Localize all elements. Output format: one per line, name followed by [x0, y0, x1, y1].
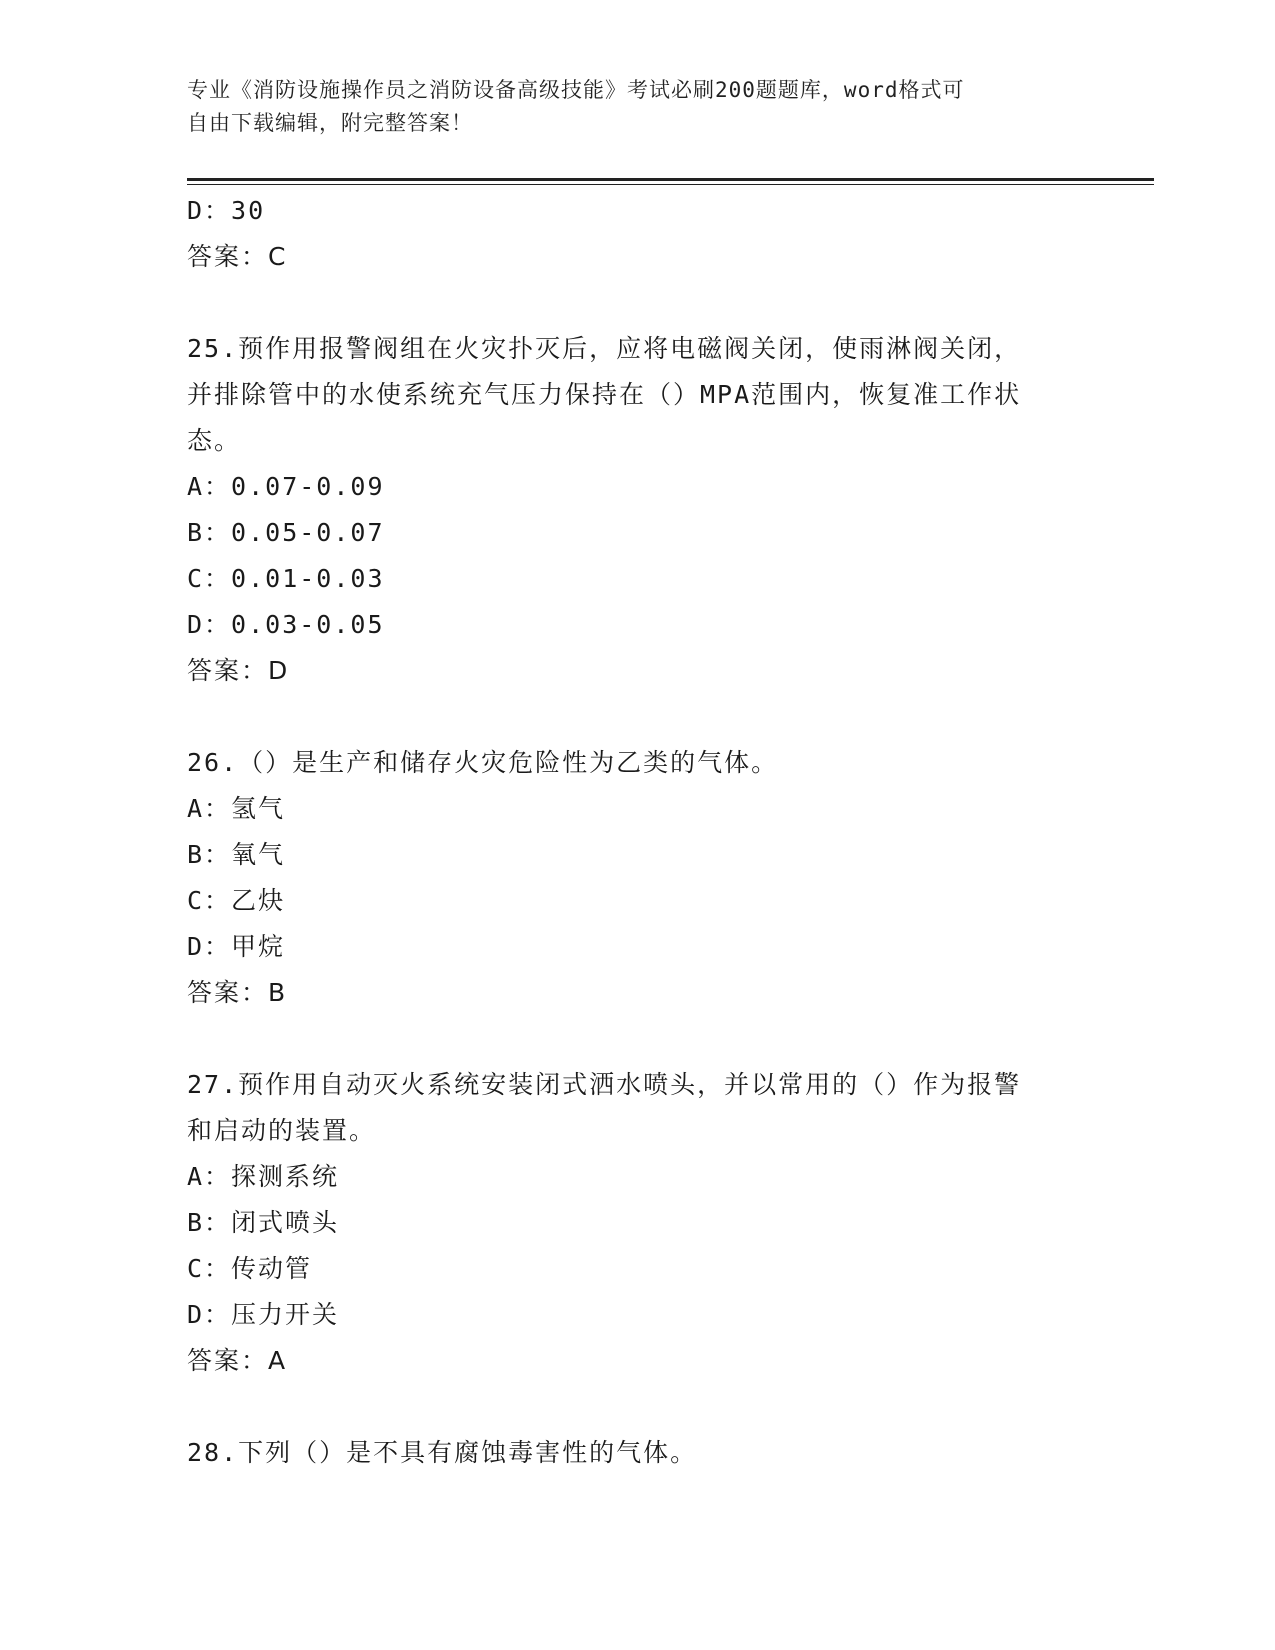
option-d-prev: D：30	[187, 196, 266, 225]
option-b: B：0.05-0.07	[187, 518, 385, 547]
option-a: A：氢气	[187, 794, 286, 823]
header-divider-thick	[187, 178, 1154, 181]
header-line-2: 自由下载编辑，附完整答案！	[187, 111, 473, 135]
question-26	[187, 740, 1087, 1016]
document-body	[187, 188, 1087, 1476]
question-text: 和启动的装置。	[187, 1116, 377, 1145]
question-28	[187, 1430, 1087, 1476]
option-a: A：0.07-0.09	[187, 472, 385, 501]
page-header	[187, 74, 1067, 140]
question-25	[187, 326, 1087, 694]
question-text: 并排除管中的水使系统充气压力保持在（）MPA范围内，恢复准工作状	[187, 380, 1022, 409]
option-d: D：0.03-0.05	[187, 610, 385, 639]
answer-prev: 答案：C	[187, 242, 288, 271]
option-c: C：传动管	[187, 1254, 313, 1283]
option-b: B：闭式喷头	[187, 1208, 340, 1237]
header-divider-thin	[187, 184, 1154, 185]
answer: 答案：D	[187, 656, 290, 685]
answer: 答案：A	[187, 1346, 288, 1375]
option-c: C：0.01-0.03	[187, 564, 385, 593]
answer: 答案：B	[187, 978, 288, 1007]
question-text: 28.下列（）是不具有腐蚀毒害性的气体。	[187, 1438, 698, 1467]
header-line-1: 专业《消防设施操作员之消防设备高级技能》考试必刷200题题库，word格式可	[187, 78, 965, 102]
option-d: D：甲烷	[187, 932, 286, 961]
option-a: A：探测系统	[187, 1162, 340, 1191]
question-text: 态。	[187, 426, 242, 455]
question-text: 27.预作用自动灭火系统安装闭式洒水喷头，并以常用的（）作为报警	[187, 1070, 1022, 1099]
option-d: D：压力开关	[187, 1300, 340, 1329]
option-c: C：乙炔	[187, 886, 286, 915]
question-text: 26.（）是生产和储存火灾危险性为乙类的气体。	[187, 748, 779, 777]
question-text: 25.预作用报警阀组在火灾扑灭后，应将电磁阀关闭，使雨淋阀关闭，	[187, 334, 1022, 363]
question-27	[187, 1062, 1087, 1384]
option-b: B：氧气	[187, 840, 286, 869]
